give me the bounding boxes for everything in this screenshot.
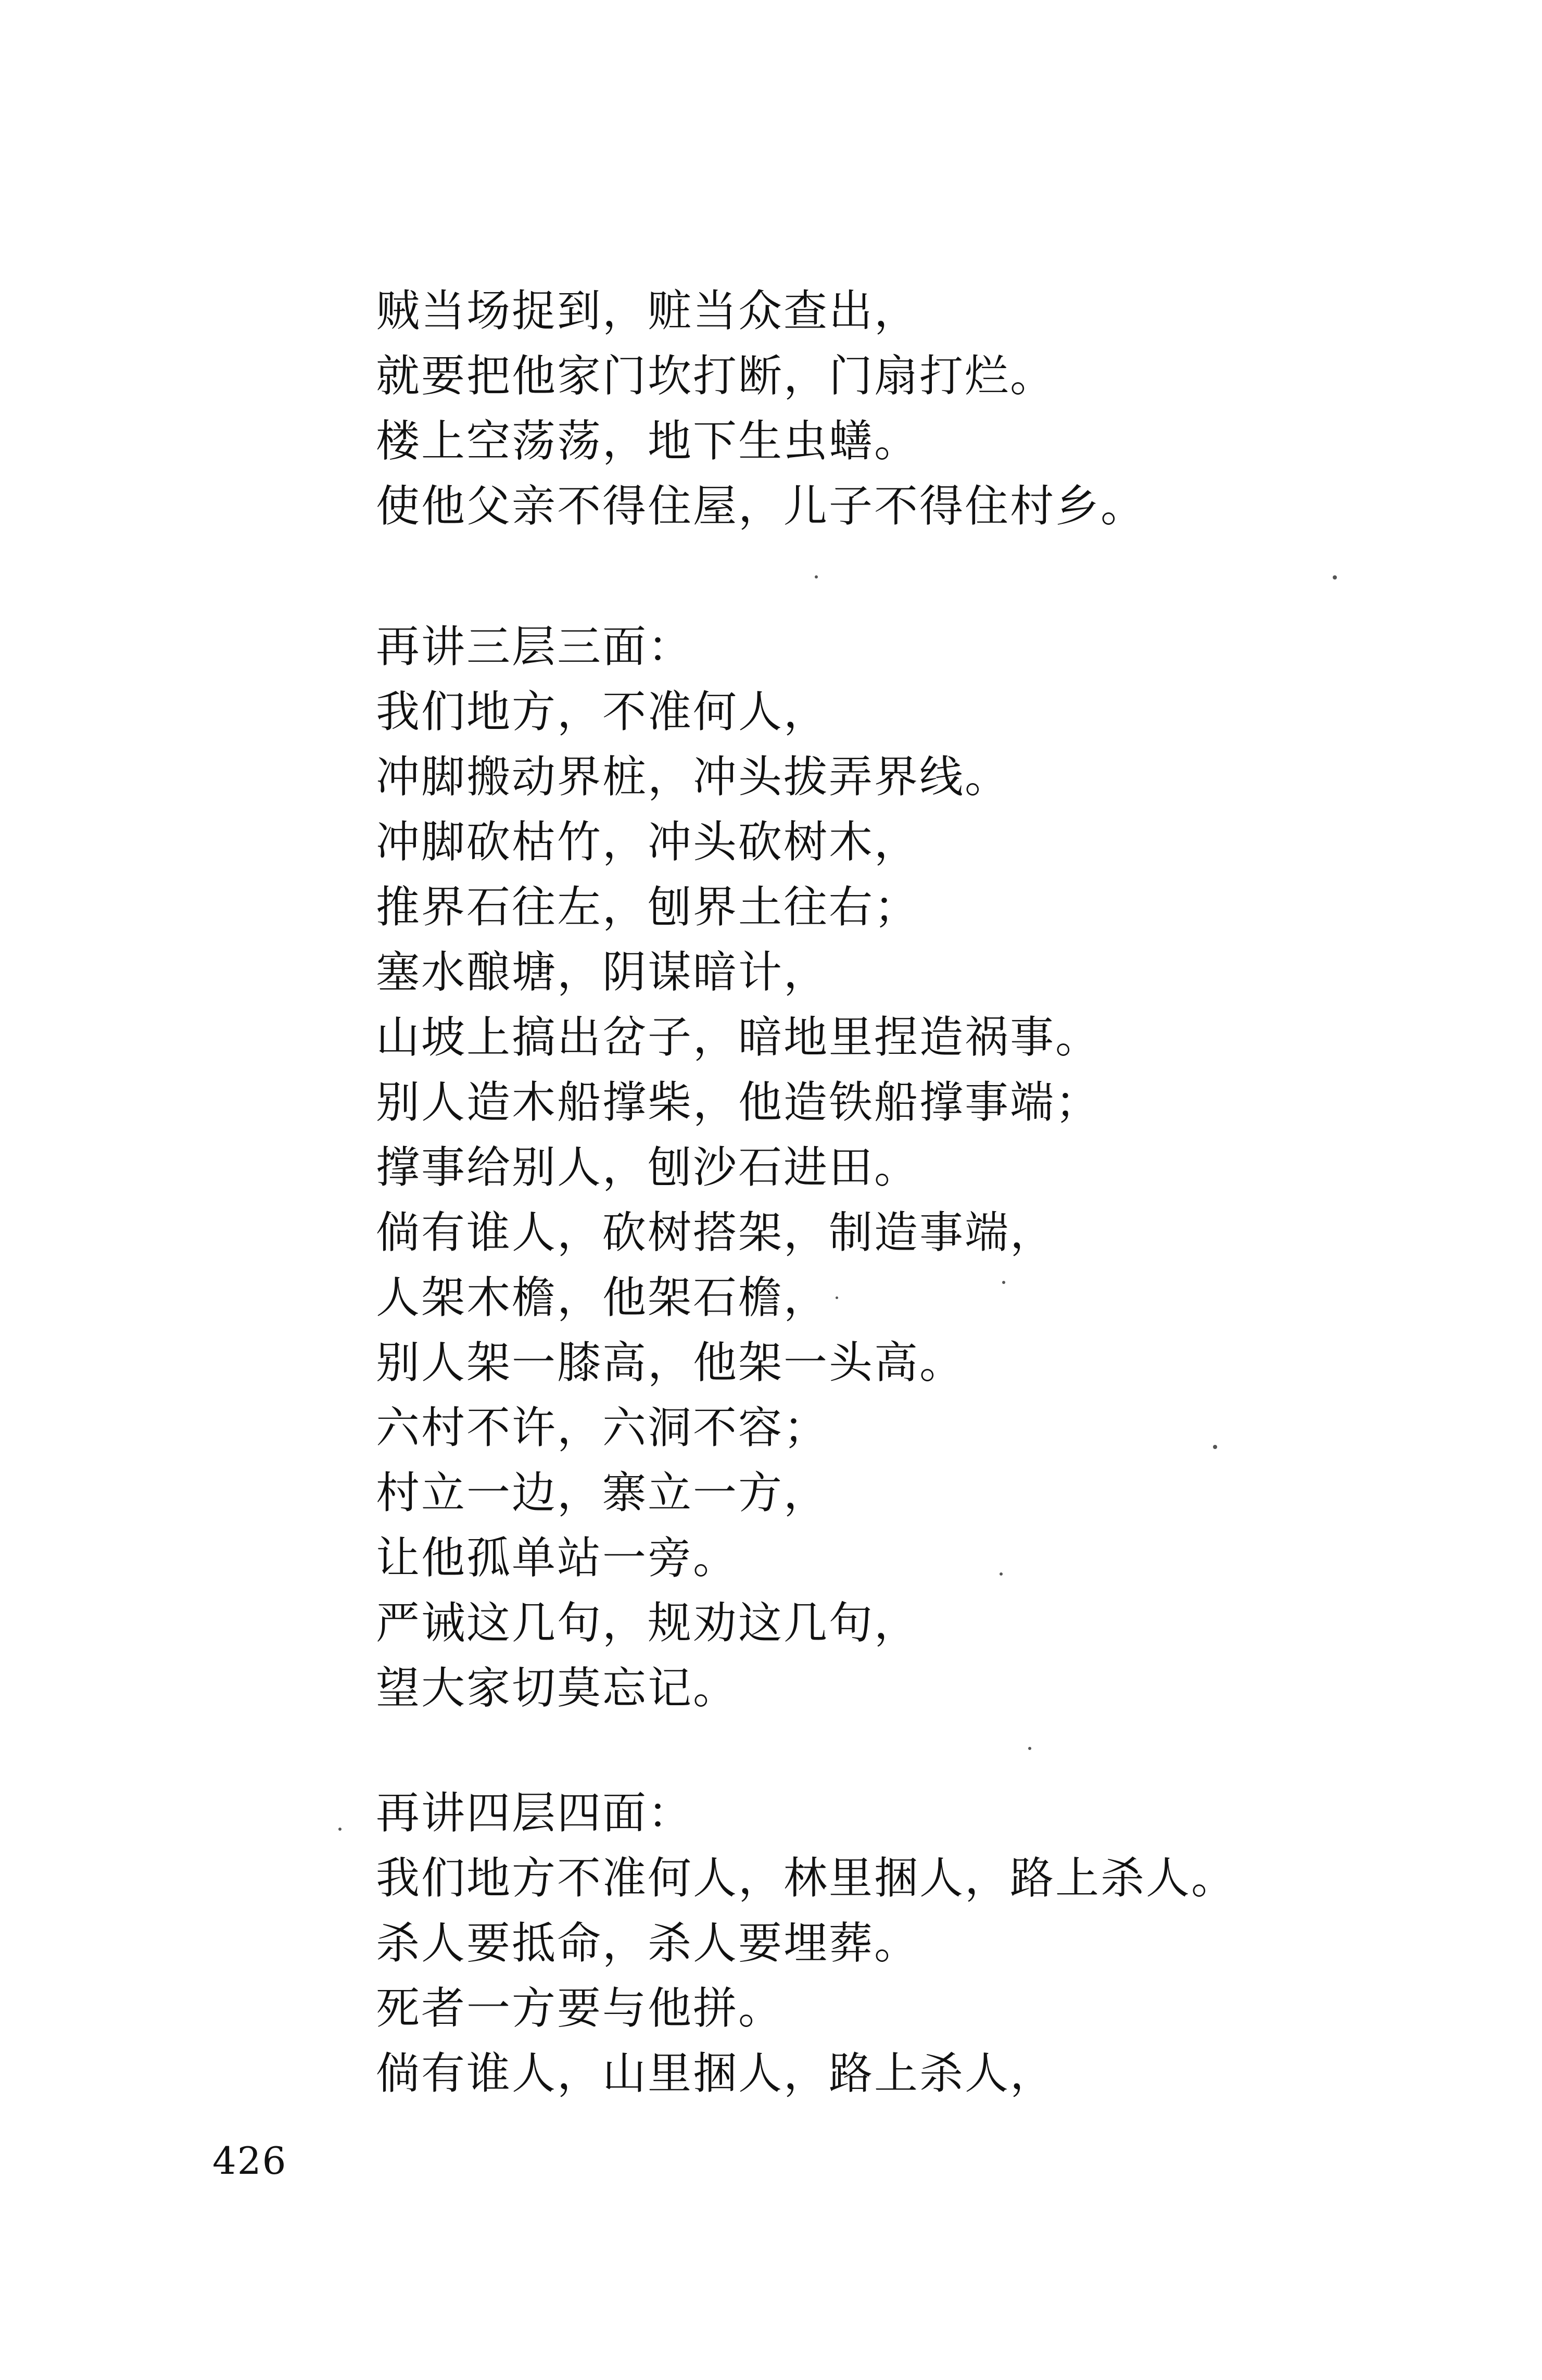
verse-line: 六村不许，六洞不容； [376, 1402, 829, 1453]
verse-line: 别人架一膝高，他架一头高。 [376, 1337, 965, 1388]
verse-line: 村立一边，寨立一方， [376, 1467, 829, 1518]
verse-line: 冲脚砍枯竹，冲头砍树木， [376, 816, 920, 867]
verse-line: 贼当场捉到，赃当众查出， [376, 285, 920, 336]
section-heading: 再讲四层四面： [376, 1787, 693, 1838]
scan-speck [1213, 1445, 1217, 1449]
verse-line: 杀人要抵命，杀人要埋葬。 [376, 1918, 920, 1969]
verse-line: 人架木檐，他架石檐， [376, 1272, 829, 1323]
verse-line: 我们地方，不准何人， [376, 686, 829, 737]
verse-line: 使他父亲不得住屋，儿子不得住村乡。 [376, 481, 1146, 532]
verse-line: 撑事给别人，刨沙石进田。 [376, 1142, 920, 1193]
scan-speck [836, 1296, 838, 1299]
scan-speck [815, 575, 818, 578]
scan-speck [1333, 575, 1337, 580]
verse-line: 让他孤单站一旁。 [376, 1532, 739, 1583]
verse-line: 楼上空荡荡，地下生虫蟮。 [376, 415, 920, 467]
verse-block-3 [376, 1781, 1495, 2106]
verse-line: 就要把他家门坎打断，门扇打烂。 [376, 350, 1056, 401]
scan-speck [1000, 1572, 1003, 1576]
verse-line: 别人造木船撑柴，他造铁船撑事端； [376, 1077, 1101, 1128]
verse-line: 冲脚搬动界桩，冲头拔弄界线。 [376, 751, 1010, 802]
verse-line: 推界石往左，刨界土往右； [376, 882, 920, 933]
verse-line: 塞水酿塘，阴谋暗计， [376, 947, 829, 998]
verse-block-2 [376, 614, 1495, 1721]
verse-line: 望大家切莫忘记。 [376, 1663, 739, 1714]
verse-line: 倘有谁人，山里捆人，路上杀人， [376, 2048, 1056, 2099]
verse-block-1 [376, 279, 1495, 539]
scan-speck [1002, 1281, 1005, 1284]
verse-line: 严诫这几句，规劝这几句， [376, 1597, 920, 1648]
page-number: 426 [212, 2139, 287, 2183]
section-heading: 再讲三层三面： [376, 621, 693, 672]
verse-line: 倘有谁人，砍树搭架，制造事端， [376, 1207, 1056, 1258]
verse-line: 山坡上搞出岔子，暗地里捏造祸事。 [376, 1012, 1101, 1063]
verse-line: 死者一方要与他拼。 [376, 1983, 784, 2034]
scan-speck [338, 1828, 342, 1831]
verse-line: 我们地方不准何人，林里捆人，路上杀人。 [376, 1853, 1237, 1904]
scan-speck [1028, 1747, 1031, 1750]
